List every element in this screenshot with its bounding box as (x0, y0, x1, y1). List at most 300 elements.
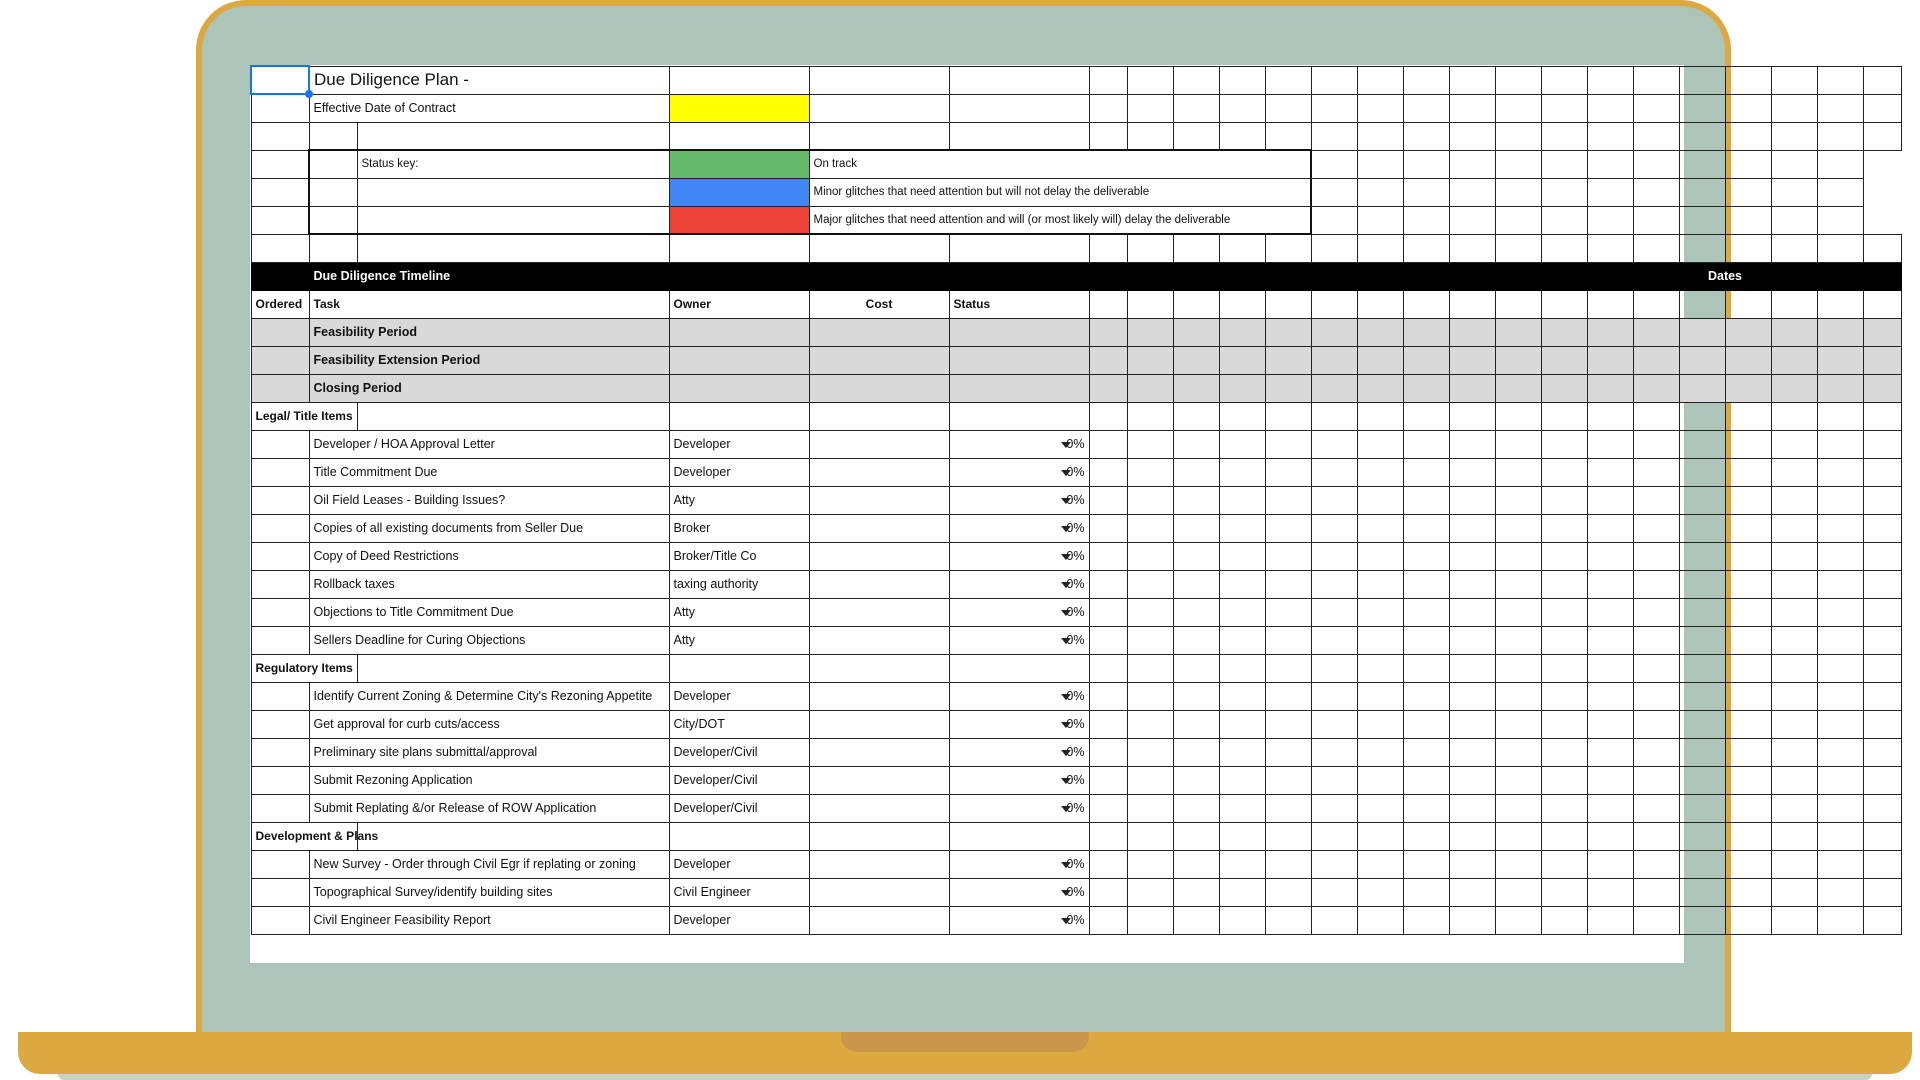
grid-cell[interactable] (1725, 906, 1771, 934)
grid-cell[interactable] (1219, 794, 1265, 822)
grid-cell[interactable] (1089, 318, 1127, 346)
grid-cell[interactable] (1771, 570, 1817, 598)
section-header[interactable]: Legal/ Title Items (251, 402, 357, 430)
grid-cell[interactable] (1311, 262, 1357, 290)
chevron-down-icon[interactable] (1061, 638, 1071, 644)
grid-cell[interactable] (1541, 570, 1587, 598)
grid-cell[interactable] (1311, 766, 1357, 794)
grid-cell[interactable] (1219, 682, 1265, 710)
grid-cell[interactable] (809, 94, 949, 122)
grid-cell[interactable] (1265, 402, 1311, 430)
grid-cell[interactable] (1541, 122, 1587, 150)
grid-cell[interactable] (1449, 542, 1495, 570)
grid-cell[interactable] (1771, 542, 1817, 570)
grid-cell[interactable] (1449, 766, 1495, 794)
effective-date-label[interactable]: Effective Date of Contract (309, 94, 669, 122)
grid-cell[interactable] (1449, 850, 1495, 878)
grid-cell[interactable] (1679, 766, 1725, 794)
ordered-cell[interactable] (251, 542, 309, 570)
period-label[interactable]: Feasibility Period (309, 318, 669, 346)
status-dropdown[interactable] (949, 906, 1089, 934)
grid-cell[interactable] (1725, 94, 1771, 122)
grid-cell[interactable] (1863, 794, 1901, 822)
grid-cell[interactable] (949, 66, 1089, 94)
status-dropdown[interactable] (949, 486, 1089, 514)
chevron-down-icon[interactable] (1061, 694, 1071, 700)
grid-cell[interactable] (1127, 710, 1173, 738)
grid-cell[interactable] (1725, 682, 1771, 710)
owner-cell[interactable]: Atty (669, 486, 809, 514)
grid-cell[interactable] (809, 262, 949, 290)
grid-cell[interactable] (1679, 458, 1725, 486)
grid-cell[interactable] (1265, 654, 1311, 682)
grid-cell[interactable] (1357, 318, 1403, 346)
grid-cell[interactable] (1127, 542, 1173, 570)
grid-cell[interactable] (1403, 486, 1449, 514)
grid-cell[interactable] (1771, 822, 1817, 850)
grid-cell[interactable] (1495, 514, 1541, 542)
grid-cell[interactable] (1219, 626, 1265, 654)
grid-cell[interactable] (1449, 402, 1495, 430)
grid-cell[interactable] (1265, 738, 1311, 766)
grid-cell[interactable] (1679, 206, 1725, 234)
grid-cell[interactable] (1587, 514, 1633, 542)
grid-cell[interactable] (1679, 794, 1725, 822)
grid-cell[interactable] (1817, 570, 1863, 598)
grid-cell[interactable] (1357, 710, 1403, 738)
grid-cell[interactable] (1771, 150, 1817, 178)
grid-cell[interactable] (1403, 906, 1449, 934)
grid-cell[interactable] (1495, 290, 1541, 318)
grid-cell[interactable] (1817, 178, 1863, 206)
grid-cell[interactable] (1863, 710, 1901, 738)
status-dropdown[interactable] (949, 598, 1089, 626)
grid-cell[interactable] (1089, 850, 1127, 878)
grid-cell[interactable] (1219, 710, 1265, 738)
grid-cell[interactable] (1495, 262, 1541, 290)
grid-cell[interactable] (1541, 374, 1587, 402)
cost-cell[interactable] (809, 486, 949, 514)
grid-cell[interactable] (1265, 346, 1311, 374)
grid-cell[interactable] (1127, 654, 1173, 682)
task-cell[interactable]: Submit Rezoning Application (309, 766, 669, 794)
grid-cell[interactable] (1311, 206, 1357, 234)
grid-cell[interactable] (1817, 458, 1863, 486)
grid-cell[interactable] (1817, 542, 1863, 570)
grid-cell[interactable] (1633, 122, 1679, 150)
grid-cell[interactable] (1089, 514, 1127, 542)
grid-cell[interactable] (1771, 94, 1817, 122)
grid-cell[interactable] (1863, 626, 1901, 654)
grid-cell[interactable] (1725, 206, 1771, 234)
grid-cell[interactable] (1771, 122, 1817, 150)
legend-text[interactable]: Minor glitches that need attention but will not delay the deliverable (809, 178, 1311, 206)
grid-cell[interactable] (1679, 374, 1725, 402)
task-cell[interactable]: Rollback taxes (309, 570, 669, 598)
grid-cell[interactable] (1863, 122, 1901, 150)
grid-cell[interactable] (1771, 178, 1817, 206)
status-dropdown[interactable] (949, 570, 1089, 598)
grid-cell[interactable] (1863, 682, 1901, 710)
grid-cell[interactable] (1219, 570, 1265, 598)
grid-cell[interactable] (669, 822, 809, 850)
grid-cell[interactable] (1495, 94, 1541, 122)
grid-cell[interactable] (1089, 374, 1127, 402)
status-dropdown[interactable] (949, 458, 1089, 486)
grid-cell[interactable] (1541, 682, 1587, 710)
grid-cell[interactable] (1495, 402, 1541, 430)
grid-cell[interactable] (1541, 318, 1587, 346)
grid-cell[interactable] (1587, 234, 1633, 262)
grid-cell[interactable] (1863, 542, 1901, 570)
grid-cell[interactable] (1173, 402, 1219, 430)
grid-cell[interactable] (1541, 178, 1587, 206)
grid-cell[interactable] (1089, 598, 1127, 626)
status-key-cell[interactable] (309, 178, 357, 206)
grid-cell[interactable] (357, 654, 669, 682)
grid-cell[interactable] (1633, 822, 1679, 850)
status-dropdown[interactable] (949, 626, 1089, 654)
chevron-down-icon[interactable] (1061, 778, 1071, 784)
grid-cell[interactable] (1403, 150, 1449, 178)
grid-cell[interactable] (1587, 542, 1633, 570)
grid-cell[interactable] (1495, 458, 1541, 486)
grid-cell[interactable] (1219, 486, 1265, 514)
grid-cell[interactable] (1311, 906, 1357, 934)
grid-cell[interactable] (1495, 710, 1541, 738)
grid-cell[interactable] (1817, 850, 1863, 878)
grid-cell[interactable] (1495, 542, 1541, 570)
grid-cell[interactable] (1633, 150, 1679, 178)
grid-cell[interactable] (949, 122, 1089, 150)
grid-cell[interactable] (1633, 682, 1679, 710)
grid-cell[interactable] (1495, 906, 1541, 934)
task-cell[interactable]: Objections to Title Commitment Due (309, 598, 669, 626)
grid-cell[interactable] (1403, 738, 1449, 766)
grid-cell[interactable] (1817, 262, 1863, 290)
grid-cell[interactable] (1863, 402, 1901, 430)
grid-cell[interactable] (1173, 878, 1219, 906)
timeline-title[interactable]: Due Diligence Timeline (309, 262, 669, 290)
chevron-down-icon[interactable] (1061, 498, 1071, 504)
grid-cell[interactable] (1311, 318, 1357, 346)
grid-cell[interactable] (1357, 570, 1403, 598)
ordered-cell[interactable] (251, 570, 309, 598)
grid-cell[interactable] (1679, 598, 1725, 626)
grid-cell[interactable] (1173, 794, 1219, 822)
owner-cell[interactable]: Atty (669, 626, 809, 654)
grid-cell[interactable] (1265, 598, 1311, 626)
grid-cell[interactable] (1725, 654, 1771, 682)
grid-cell[interactable] (1089, 682, 1127, 710)
grid-cell[interactable] (1679, 738, 1725, 766)
grid-cell[interactable] (1265, 766, 1311, 794)
grid-cell[interactable] (1265, 122, 1311, 150)
grid-cell[interactable] (1817, 374, 1863, 402)
grid-cell[interactable] (1495, 122, 1541, 150)
section-header[interactable]: Development & Plans (251, 822, 357, 850)
grid-cell[interactable] (1173, 598, 1219, 626)
grid-cell[interactable] (1495, 570, 1541, 598)
grid-cell[interactable] (1311, 430, 1357, 458)
grid-cell[interactable] (1403, 626, 1449, 654)
grid-cell[interactable] (1725, 794, 1771, 822)
grid-cell[interactable] (1633, 738, 1679, 766)
grid-cell[interactable] (1173, 318, 1219, 346)
grid-cell[interactable] (1357, 402, 1403, 430)
owner-cell[interactable]: taxing authority (669, 570, 809, 598)
grid-cell[interactable] (1173, 66, 1219, 94)
grid-cell[interactable] (1449, 570, 1495, 598)
grid-cell[interactable] (1403, 542, 1449, 570)
task-cell[interactable]: Civil Engineer Feasibility Report (309, 906, 669, 934)
grid-cell[interactable] (1863, 234, 1901, 262)
grid-cell[interactable] (1089, 122, 1127, 150)
grid-cell[interactable] (1863, 430, 1901, 458)
grid-cell[interactable] (1725, 458, 1771, 486)
grid-cell[interactable] (1495, 346, 1541, 374)
grid-cell[interactable] (1403, 682, 1449, 710)
chevron-down-icon[interactable] (1061, 610, 1071, 616)
grid-cell[interactable] (1863, 486, 1901, 514)
grid-cell[interactable] (1311, 66, 1357, 94)
grid-cell[interactable] (1679, 430, 1725, 458)
grid-cell[interactable] (1265, 514, 1311, 542)
grid-cell[interactable] (1127, 66, 1173, 94)
grid-cell[interactable] (1633, 430, 1679, 458)
grid-cell[interactable] (1541, 514, 1587, 542)
grid-cell[interactable] (1311, 542, 1357, 570)
grid-cell[interactable] (1863, 850, 1901, 878)
grid-cell[interactable] (1219, 598, 1265, 626)
grid-cell[interactable] (1725, 738, 1771, 766)
legend-swatch[interactable] (669, 178, 809, 206)
col-ordered[interactable]: Ordered (251, 290, 309, 318)
grid-cell[interactable] (1127, 318, 1173, 346)
grid-cell[interactable] (1089, 710, 1127, 738)
grid-cell[interactable] (1449, 794, 1495, 822)
owner-cell[interactable]: Developer (669, 682, 809, 710)
grid-cell[interactable] (1089, 794, 1127, 822)
selection-fill-handle[interactable] (305, 90, 313, 98)
grid-cell[interactable] (1265, 878, 1311, 906)
grid-cell[interactable] (1311, 626, 1357, 654)
cost-cell[interactable] (809, 570, 949, 598)
grid-cell[interactable] (1771, 654, 1817, 682)
grid-cell[interactable] (1633, 318, 1679, 346)
grid-cell[interactable] (1127, 906, 1173, 934)
grid-cell[interactable] (1357, 906, 1403, 934)
task-cell[interactable]: Topographical Survey/identify building sites (309, 878, 669, 906)
task-cell[interactable]: Sellers Deadline for Curing Objections (309, 626, 669, 654)
grid-cell[interactable] (1541, 822, 1587, 850)
grid-cell[interactable] (1863, 458, 1901, 486)
grid-cell[interactable] (1587, 94, 1633, 122)
grid-cell[interactable] (1587, 682, 1633, 710)
grid-cell[interactable] (1311, 150, 1357, 178)
grid-cell[interactable] (1817, 514, 1863, 542)
grid-cell[interactable] (1449, 374, 1495, 402)
grid-cell[interactable] (1173, 710, 1219, 738)
grid-cell[interactable] (1495, 234, 1541, 262)
grid-cell[interactable] (1403, 878, 1449, 906)
ordered-cell[interactable] (251, 850, 309, 878)
grid-cell[interactable] (669, 66, 809, 94)
grid-cell[interactable] (1219, 542, 1265, 570)
cost-cell[interactable] (809, 738, 949, 766)
grid-cell[interactable] (1587, 262, 1633, 290)
ordered-cell[interactable] (251, 682, 309, 710)
grid-cell[interactable] (1403, 458, 1449, 486)
grid-cell[interactable] (809, 402, 949, 430)
grid-cell[interactable] (1863, 346, 1901, 374)
grid-cell[interactable] (1127, 682, 1173, 710)
grid-cell[interactable] (1633, 654, 1679, 682)
grid-cell[interactable] (1403, 850, 1449, 878)
grid-cell[interactable] (1265, 318, 1311, 346)
grid-cell[interactable] (1173, 346, 1219, 374)
grid-cell[interactable] (1265, 66, 1311, 94)
grid-cell[interactable] (1725, 878, 1771, 906)
grid-cell[interactable] (1817, 66, 1863, 94)
ordered-cell[interactable] (251, 458, 309, 486)
grid-cell[interactable] (1403, 710, 1449, 738)
grid-cell[interactable] (1173, 542, 1219, 570)
grid-cell[interactable] (1357, 374, 1403, 402)
status-dropdown[interactable] (949, 514, 1089, 542)
grid-cell[interactable] (1541, 234, 1587, 262)
grid-cell[interactable] (669, 402, 809, 430)
grid-cell[interactable] (1403, 94, 1449, 122)
grid-cell[interactable] (1357, 430, 1403, 458)
grid-cell[interactable] (1311, 402, 1357, 430)
grid-cell[interactable] (1863, 822, 1901, 850)
grid-cell[interactable] (1173, 374, 1219, 402)
grid-cell[interactable] (1725, 150, 1771, 178)
grid-cell[interactable] (1725, 850, 1771, 878)
grid-cell[interactable] (1495, 374, 1541, 402)
grid-cell[interactable] (1817, 402, 1863, 430)
grid-cell[interactable] (1771, 850, 1817, 878)
grid-cell[interactable] (1127, 738, 1173, 766)
grid-cell[interactable] (1173, 850, 1219, 878)
grid-cell[interactable] (809, 66, 949, 94)
grid-cell[interactable] (1357, 822, 1403, 850)
grid-cell[interactable] (669, 346, 809, 374)
grid-cell[interactable] (357, 122, 669, 150)
task-cell[interactable]: Copies of all existing documents from Seller Due (309, 514, 669, 542)
col-owner[interactable]: Owner (669, 290, 809, 318)
owner-cell[interactable]: Developer/Civil (669, 766, 809, 794)
grid-cell[interactable] (1357, 206, 1403, 234)
grid-cell[interactable] (1633, 906, 1679, 934)
owner-cell[interactable]: Atty (669, 598, 809, 626)
grid-cell[interactable] (1089, 262, 1127, 290)
grid-cell[interactable] (1403, 822, 1449, 850)
grid-cell[interactable] (1449, 178, 1495, 206)
grid-cell[interactable] (1403, 570, 1449, 598)
grid-cell[interactable] (1633, 710, 1679, 738)
grid-cell[interactable] (1771, 66, 1817, 94)
owner-cell[interactable]: Developer (669, 458, 809, 486)
grid-cell[interactable] (1311, 682, 1357, 710)
grid-cell[interactable] (1173, 486, 1219, 514)
grid-cell[interactable] (1265, 542, 1311, 570)
grid-cell[interactable] (949, 318, 1089, 346)
grid-cell[interactable] (1357, 598, 1403, 626)
grid-cell[interactable] (1219, 822, 1265, 850)
grid-cell[interactable] (1311, 878, 1357, 906)
task-cell[interactable]: Developer / HOA Approval Letter (309, 430, 669, 458)
grid-cell[interactable] (1265, 626, 1311, 654)
grid-cell[interactable] (1127, 458, 1173, 486)
grid-cell[interactable] (1449, 458, 1495, 486)
grid-cell[interactable] (1311, 794, 1357, 822)
ordered-cell[interactable] (251, 878, 309, 906)
grid-cell[interactable] (1449, 486, 1495, 514)
grid-cell[interactable] (1127, 234, 1173, 262)
grid-cell[interactable] (357, 822, 669, 850)
grid-cell[interactable] (1633, 234, 1679, 262)
grid-cell[interactable] (1265, 710, 1311, 738)
grid-cell[interactable] (1449, 682, 1495, 710)
grid-cell[interactable] (1541, 206, 1587, 234)
grid-cell[interactable] (1403, 178, 1449, 206)
grid-cell[interactable] (1403, 598, 1449, 626)
grid-cell[interactable] (1633, 402, 1679, 430)
grid-cell[interactable] (809, 318, 949, 346)
grid-cell[interactable] (1357, 458, 1403, 486)
grid-cell[interactable] (1587, 738, 1633, 766)
owner-cell[interactable]: Broker/Title Co (669, 542, 809, 570)
chevron-down-icon[interactable] (1061, 918, 1071, 924)
grid-cell[interactable] (1127, 626, 1173, 654)
task-cell[interactable]: Identify Current Zoning & Determine City's Rezoning Appetite (309, 682, 669, 710)
grid-cell[interactable] (1127, 794, 1173, 822)
grid-cell[interactable] (1449, 318, 1495, 346)
grid-cell[interactable] (1587, 766, 1633, 794)
col-cost[interactable]: Cost (809, 290, 949, 318)
grid-cell[interactable] (1219, 374, 1265, 402)
grid-cell[interactable] (1587, 430, 1633, 458)
grid-cell[interactable] (309, 234, 357, 262)
grid-cell[interactable] (1127, 374, 1173, 402)
grid-cell[interactable] (1127, 430, 1173, 458)
grid-cell[interactable] (1219, 458, 1265, 486)
chevron-down-icon[interactable] (1061, 554, 1071, 560)
grid-cell[interactable] (1357, 794, 1403, 822)
grid-cell[interactable] (251, 206, 309, 234)
grid-cell[interactable] (1495, 654, 1541, 682)
grid-cell[interactable] (1449, 878, 1495, 906)
grid-cell[interactable] (1771, 374, 1817, 402)
grid-cell[interactable] (1863, 654, 1901, 682)
grid-cell[interactable] (1633, 626, 1679, 654)
grid-cell[interactable] (1089, 402, 1127, 430)
grid-cell[interactable] (1633, 766, 1679, 794)
grid-cell[interactable] (1863, 738, 1901, 766)
grid-cell[interactable] (1219, 66, 1265, 94)
status-dropdown[interactable] (949, 850, 1089, 878)
grid-cell[interactable] (949, 346, 1089, 374)
grid-cell[interactable] (1541, 486, 1587, 514)
grid-cell[interactable] (1089, 766, 1127, 794)
grid-cell[interactable] (1541, 738, 1587, 766)
grid-cell[interactable] (1679, 486, 1725, 514)
grid-cell[interactable] (1541, 766, 1587, 794)
chevron-down-icon[interactable] (1061, 442, 1071, 448)
grid-cell[interactable] (1449, 626, 1495, 654)
